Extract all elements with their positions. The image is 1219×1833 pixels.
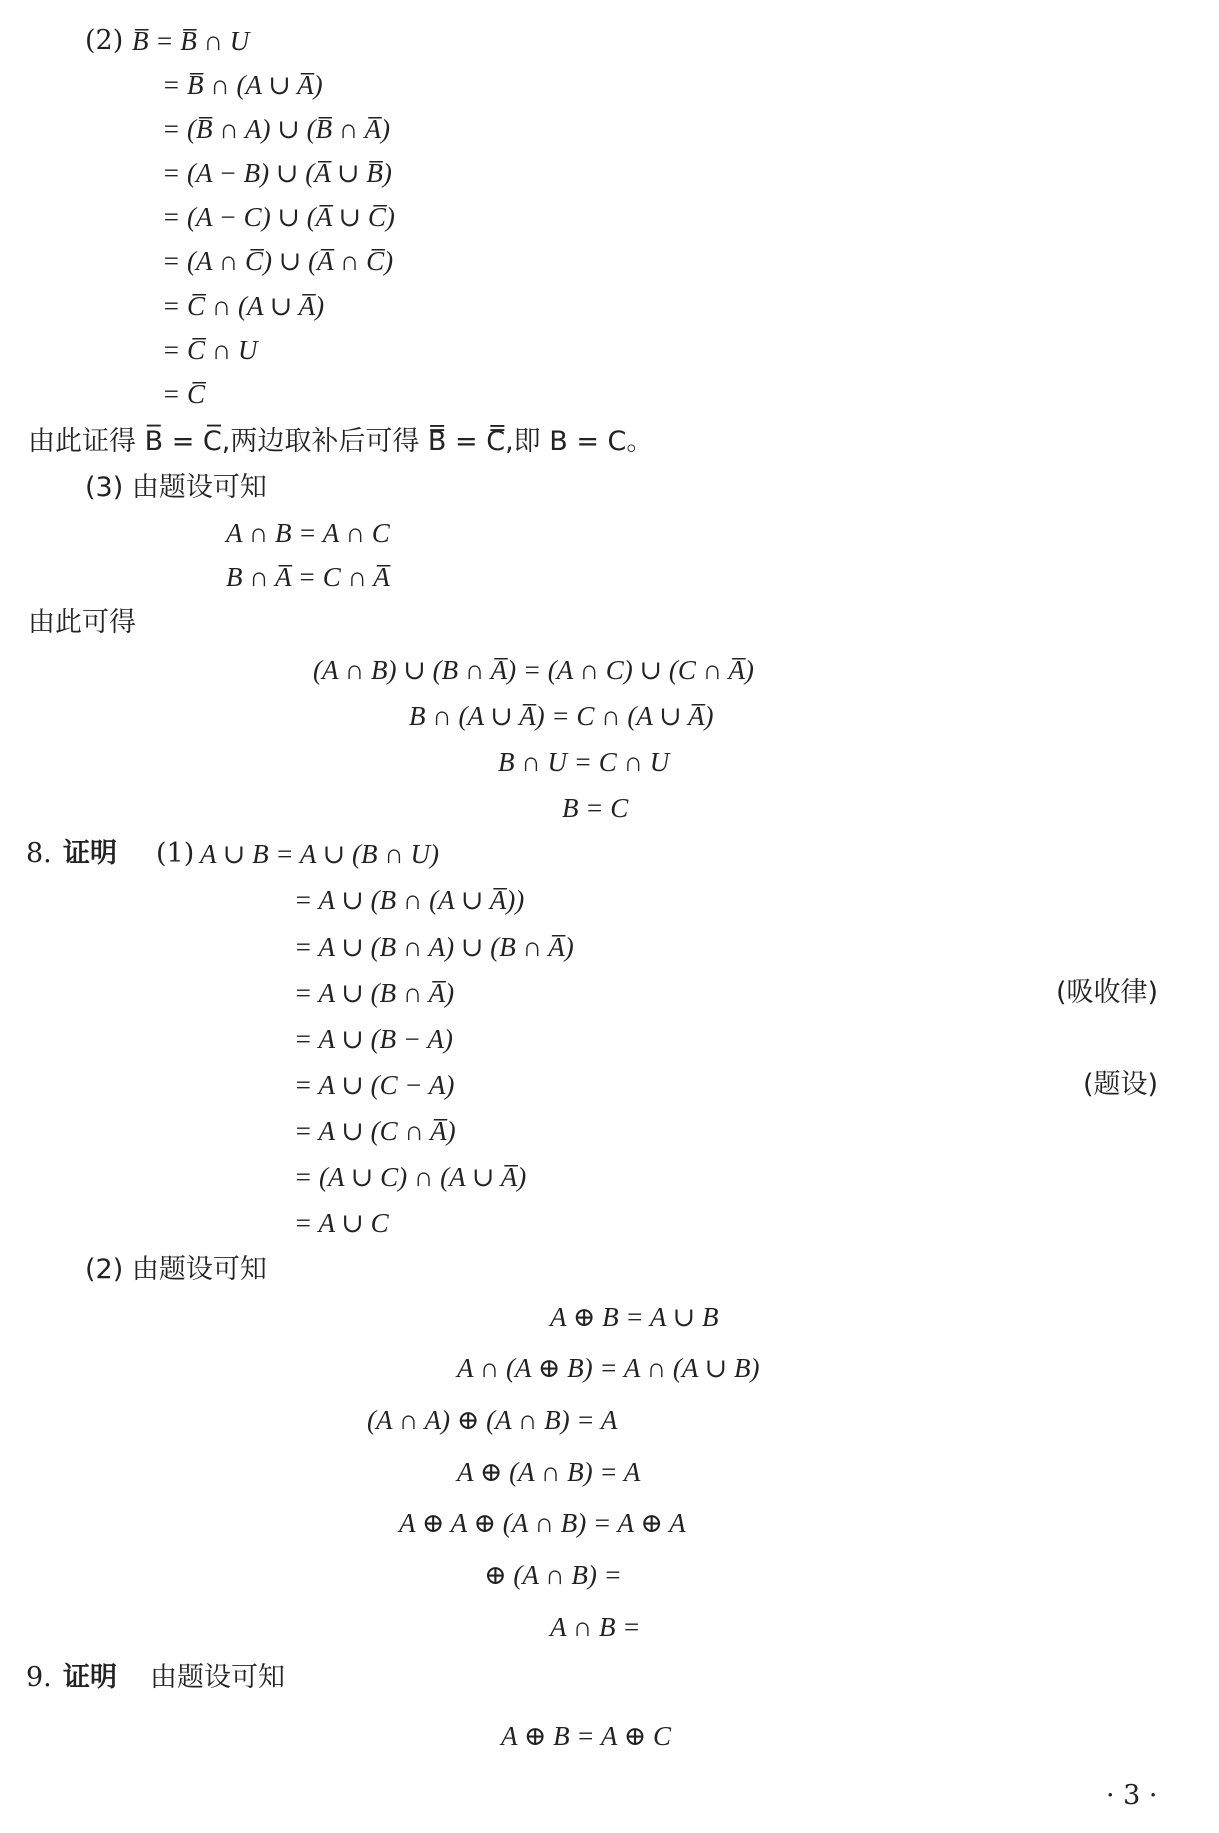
- p8-line-1: = A ∪ (B ∩ (A ∪ A̅)): [294, 885, 525, 915]
- p7-then: 由此可得: [28, 607, 136, 638]
- p8-part2-line-0: A ⊕ B = A ∪ B: [550, 1302, 719, 1332]
- p9-intro: 由题设可知: [150, 1662, 285, 1693]
- p7-derivation-0: (A ∩ B) ∪ (B ∩ A̅) = (A ∩ C) ∪ (C ∩ A̅): [313, 655, 754, 685]
- p7-line-3: = (A − B) ∪ (A̅ ∪ B̅): [162, 158, 392, 188]
- p7-line-6: = C̅ ∩ (A ∪ A̅): [162, 291, 325, 321]
- p8-line-3: = A ∪ (B ∩ A̅): [294, 978, 455, 1008]
- p7-line-2: = (B̅ ∩ A) ∪ (B̅ ∩ A̅): [162, 114, 391, 144]
- p8-part1-label: (1): [156, 838, 195, 869]
- p8-part2-intro: (2) 由题设可知: [85, 1254, 267, 1285]
- p8-line-2: = A ∪ (B ∩ A) ∪ (B ∩ A̅): [294, 932, 574, 962]
- p9-heading: 证明: [63, 1662, 117, 1693]
- p7-given-1: B ∩ A̅ = C ∩ A̅: [226, 562, 390, 592]
- p8-part2-line-2: (A ∩ A) ⊕ (A ∩ B) = A: [367, 1405, 618, 1435]
- p9-equation: A ⊕ B = A ⊕ C: [501, 1721, 671, 1751]
- p7-derivation-3: B = C: [562, 793, 629, 823]
- p8-number: 8.: [26, 838, 52, 869]
- p7-conclusion: 由此证得 B̅ = C̅,两边取补后可得 B̿ = C̿,即 B = C。: [28, 426, 654, 457]
- p8-part2-line-3: A ⊕ (A ∩ B) = A: [457, 1457, 641, 1487]
- p7-part2-label: (2): [85, 25, 124, 56]
- p8-part2-line-5: ⊕ (A ∩ B) =: [484, 1560, 622, 1590]
- p8-line-8: = A ∪ C: [294, 1208, 389, 1238]
- p8-part2-line-1: A ∩ (A ⊕ B) = A ∩ (A ∪ B): [457, 1353, 760, 1383]
- p8-line-5: = A ∪ (C − A): [294, 1070, 455, 1100]
- page-number: · 3 ·: [1106, 1780, 1158, 1811]
- p7-part3-intro: (3) 由题设可知: [85, 472, 267, 503]
- p8-part2-line-6: A ∩ B =: [550, 1612, 641, 1642]
- p8-line-7: = (A ∪ C) ∩ (A ∪ A̅): [294, 1162, 527, 1192]
- p8-note-absorption: (吸收律): [1056, 977, 1159, 1008]
- p7-line-8: = C̅: [162, 379, 205, 409]
- p7-line-5: = (A ∩ C̅) ∪ (A̅ ∩ C̅): [162, 246, 394, 276]
- p7-given-0: A ∩ B = A ∩ C: [226, 518, 390, 548]
- p7-line-1: = B̅ ∩ (A ∪ A̅): [162, 70, 323, 100]
- p8-line-6: = A ∪ (C ∩ A̅): [294, 1116, 456, 1146]
- p7-line-0: B̅ = B̅ ∩ U: [132, 26, 250, 56]
- p7-line-4: = (A − C) ∪ (A̅ ∪ C̅): [162, 202, 395, 232]
- p8-line-0: A ∪ B = A ∪ (B ∩ U): [200, 839, 439, 869]
- p7-derivation-1: B ∩ (A ∪ A̅) = C ∩ (A ∪ A̅): [409, 701, 714, 731]
- p7-line-7: = C̅ ∩ U: [162, 335, 258, 365]
- p8-note-given: (题设): [1083, 1069, 1159, 1100]
- p7-derivation-2: B ∩ U = C ∩ U: [498, 747, 670, 777]
- p8-line-4: = A ∪ (B − A): [294, 1024, 453, 1054]
- p9-number: 9.: [26, 1662, 52, 1693]
- p8-heading: 证明: [63, 838, 117, 869]
- p8-part2-line-4: A ⊕ A ⊕ (A ∩ B) = A ⊕ A: [399, 1508, 686, 1538]
